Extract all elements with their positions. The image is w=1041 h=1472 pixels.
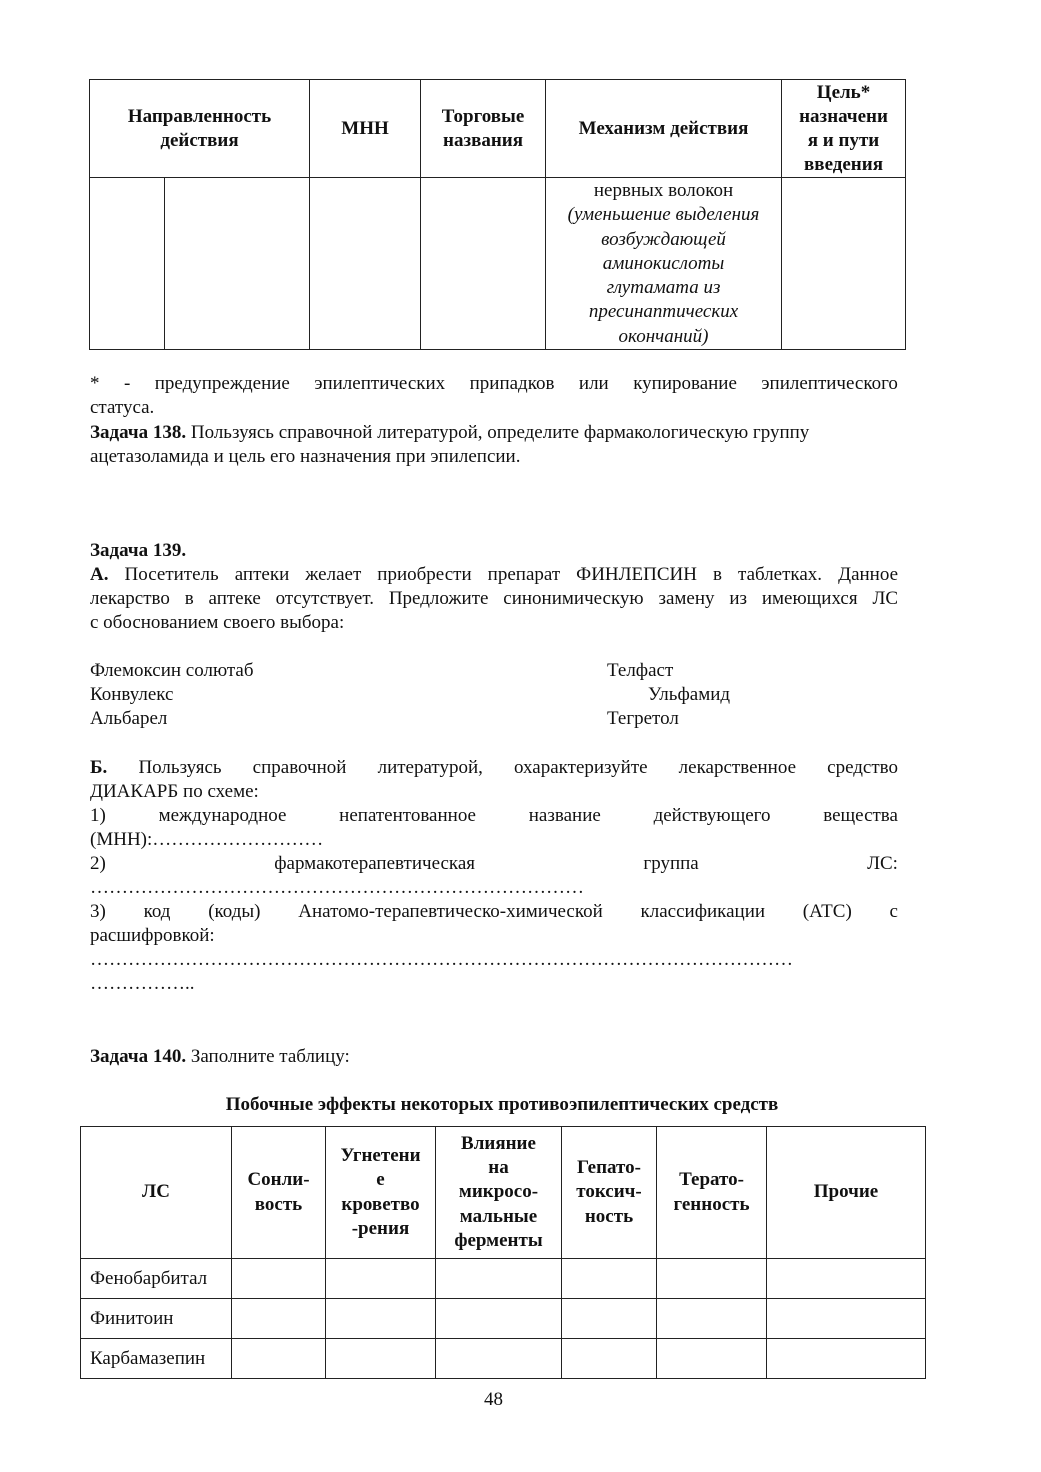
table-row bbox=[81, 1339, 926, 1379]
mechanism-italic-line: возбуждающей bbox=[601, 228, 726, 250]
scheme-item: 2) фармакотерапевтическая группа ЛС: bbox=[90, 853, 898, 874]
drug-name-cell: Фенобарбитал bbox=[81, 1259, 232, 1299]
task-139-part-a: А. Посетитель аптеки желает приобрести препарат ФИНЛЕПСИН в таблетках. Данное лекарство в аптеке отсутствует. Предложите синонимическую замену из имеющихся ЛС с обоснованием своего выбора: bbox=[90, 564, 898, 633]
table-cell[interactable] bbox=[165, 178, 310, 350]
table-cell[interactable] bbox=[326, 1259, 436, 1299]
table-row bbox=[81, 1259, 926, 1299]
table-cell[interactable] bbox=[562, 1259, 657, 1299]
header-goal: Цель* назначени я и пути введения bbox=[782, 80, 906, 178]
task-139-part-b: Б. Пользуясь справочной литературой, охарактеризуйте лекарственное средство ДИАКАРБ по схеме: 1) международное непатентованное название действующего вещества (МНН):……………………… 2) фармакотерапевтическая группа ЛС: …………………………………………………………………… 3) код (коды) Анатомо-терапевтическо-химической классификации (АТС) с расшифровкой: ………………………………………………………………………………………………… …………….. bbox=[90, 757, 898, 994]
task-138 bbox=[90, 421, 898, 469]
mechanism-cell bbox=[546, 178, 782, 350]
table-cell[interactable] bbox=[326, 1299, 436, 1339]
task-138-line: Задача 138. Пользуясь справочной литературой, определите фармакологическую группу bbox=[90, 422, 810, 443]
drug-option: Тегретол bbox=[607, 708, 679, 729]
scheme-item: 3) код (коды) Анатомо-терапевтическо-химической классификации (АТС) с bbox=[90, 901, 898, 922]
header-teratogenicity: Терато- генность bbox=[657, 1127, 767, 1259]
table-header-row bbox=[81, 1127, 926, 1259]
drug-option: Телфаст bbox=[607, 660, 674, 681]
drug-name-cell: Финитоин bbox=[81, 1299, 232, 1339]
table-row bbox=[81, 1299, 926, 1339]
table-cell[interactable] bbox=[421, 178, 546, 350]
drug-option: Ульфамид bbox=[648, 684, 731, 705]
page-number: 48 bbox=[484, 1389, 503, 1410]
mechanism-plain-text: нервных волокон bbox=[593, 180, 734, 201]
table-cell[interactable] bbox=[657, 1339, 767, 1379]
header-microsomal-enzymes: Влияние на микросо- мальные ферменты bbox=[436, 1127, 562, 1259]
mechanism-italic-line: пресинаптических bbox=[588, 301, 739, 323]
table-cell[interactable] bbox=[90, 178, 165, 350]
table-cell[interactable] bbox=[310, 178, 421, 350]
task-label: Задача 139. bbox=[90, 540, 187, 561]
table-header-row bbox=[90, 80, 906, 178]
mechanism-table bbox=[89, 79, 906, 350]
task-140: Задача 140. Заполните таблицу: bbox=[90, 1046, 350, 1067]
table-cell[interactable] bbox=[767, 1259, 926, 1299]
drug-option: Альбарел bbox=[90, 708, 168, 729]
table-cell[interactable] bbox=[326, 1339, 436, 1379]
answer-blank[interactable]: ………………………………………………………………………………………………… bbox=[90, 949, 793, 970]
footnote bbox=[90, 372, 898, 420]
table-cell[interactable] bbox=[436, 1299, 562, 1339]
drug-option: Флемоксин солютаб bbox=[90, 660, 254, 681]
header-drowsiness: Сонли- вость bbox=[232, 1127, 326, 1259]
table-cell[interactable] bbox=[767, 1299, 926, 1339]
table-cell[interactable] bbox=[657, 1299, 767, 1339]
table-cell[interactable] bbox=[436, 1339, 562, 1379]
footnote-line: * - предупреждение эпилептических припадков или купирование эпилептического bbox=[90, 373, 898, 394]
table-cell[interactable] bbox=[232, 1339, 326, 1379]
mechanism-italic-line: аминокислоты bbox=[602, 252, 725, 274]
header-direction: Направленность действия bbox=[90, 80, 310, 178]
table-cell[interactable] bbox=[562, 1299, 657, 1339]
side-effects-table bbox=[80, 1126, 926, 1379]
table-cell[interactable] bbox=[436, 1259, 562, 1299]
drug-options-left bbox=[90, 659, 254, 731]
drug-name-cell: Карбамазепин bbox=[81, 1339, 232, 1379]
table-row bbox=[90, 178, 906, 350]
task-138-line: ацетазоламида и цель его назначения при эпилепсии. bbox=[90, 446, 521, 467]
task-label: Задача 138. bbox=[90, 422, 187, 443]
header-trade-names: Торговые названия bbox=[421, 80, 546, 178]
header-mechanism: Механизм действия bbox=[546, 80, 782, 178]
header-mnn: МНН bbox=[310, 80, 421, 178]
header-other: Прочие bbox=[767, 1127, 926, 1259]
table-cell[interactable] bbox=[782, 178, 906, 350]
header-ls: ЛС bbox=[81, 1127, 232, 1259]
table-cell[interactable] bbox=[232, 1299, 326, 1339]
header-hepatotoxicity: Гепато- токсич- ность bbox=[562, 1127, 657, 1259]
table-cell[interactable] bbox=[767, 1339, 926, 1379]
answer-blank[interactable]: (МНН):……………………… bbox=[90, 829, 324, 850]
table-title: Побочные эффекты некоторых противоэпилептических средств bbox=[225, 1094, 779, 1115]
table-cell[interactable] bbox=[232, 1259, 326, 1299]
task-label: Задача 140. bbox=[90, 1046, 187, 1067]
drug-options-right bbox=[607, 659, 730, 731]
scheme-item: 1) международное непатентованное название действующего вещества bbox=[90, 805, 898, 826]
mechanism-italic-line: глутамата из bbox=[606, 277, 721, 299]
mechanism-italic-line: (уменьшение выделения bbox=[567, 204, 760, 226]
mechanism-italic-line: окончаний) bbox=[618, 325, 709, 347]
footnote-line: статуса. bbox=[90, 397, 155, 418]
drug-option: Конвулекс bbox=[90, 684, 174, 705]
header-hematopoiesis: Угнетени е кроветво -рения bbox=[326, 1127, 436, 1259]
table-cell[interactable] bbox=[657, 1259, 767, 1299]
table-cell[interactable] bbox=[562, 1339, 657, 1379]
answer-blank[interactable]: …………………………………………………………………… bbox=[90, 877, 584, 898]
answer-blank[interactable]: …………….. bbox=[90, 973, 195, 994]
